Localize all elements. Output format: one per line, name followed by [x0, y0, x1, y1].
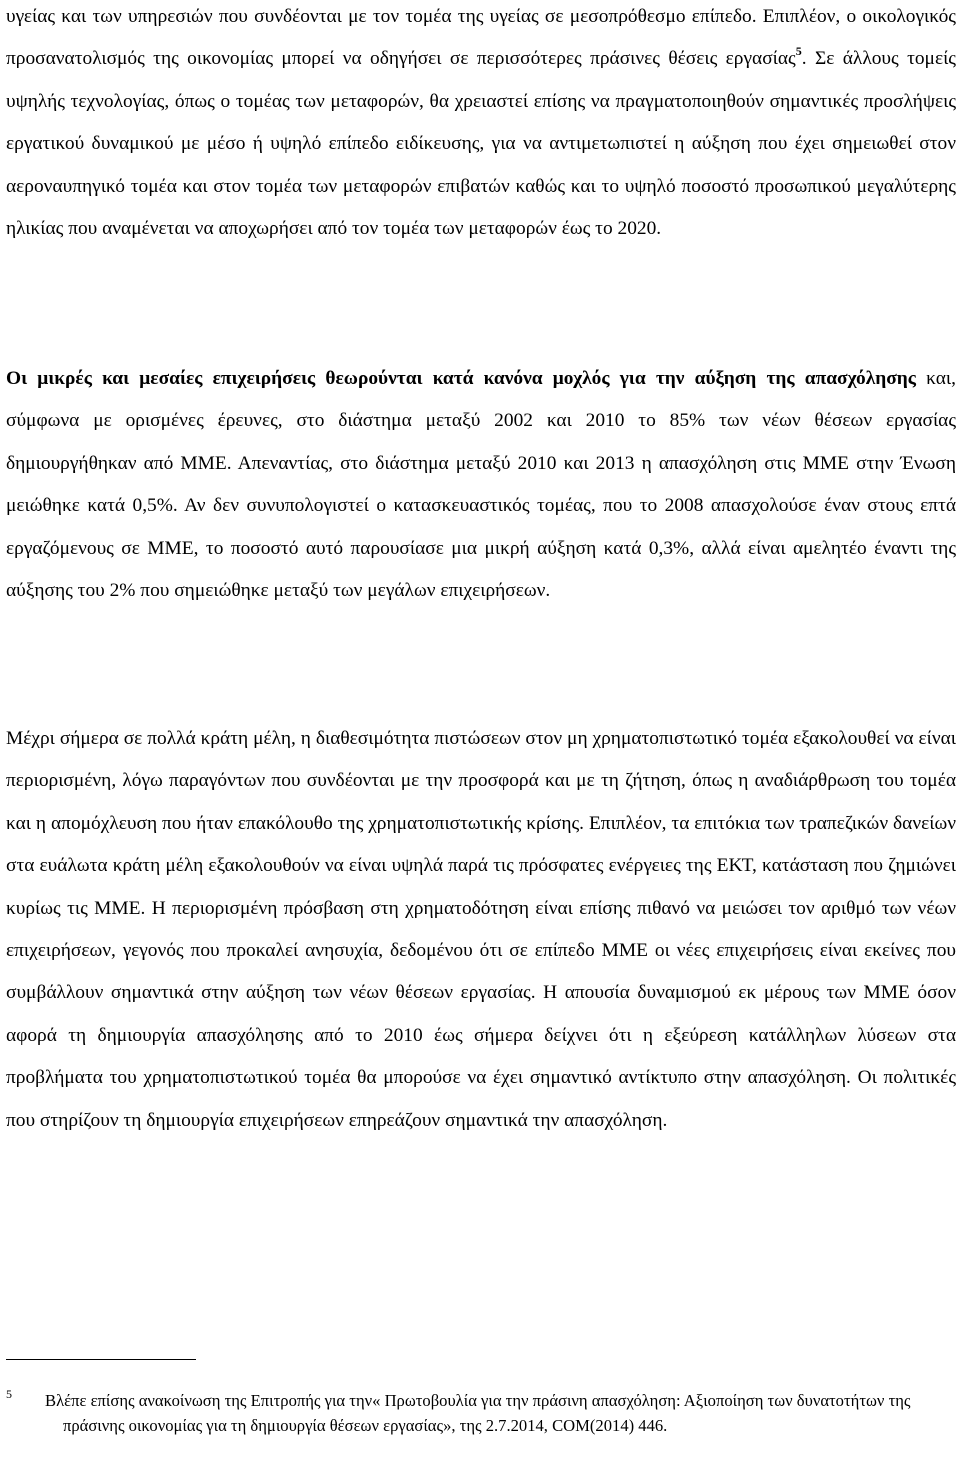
paragraph-3-text: Μέχρι σήμερα σε πολλά κράτη μέλη, η διαθεσιμότητα πιστώσεων στον μη χρηματοπιστωτικό τομέα εξακολουθεί να είναι περιορισμένη, λόγω παραγόντων που συνδέονται με την προσφορά και με τη ζήτηση, όπως η αναδιάρθρωση του τομέα και η απομόχλευση που ήταν επακόλουθο της χρηματοπιστωτικής κρίσης. Επιπλέον, τα επιτόκια των τραπεζικών δανείων στα ευάλωτα κράτη μέλη εξακολουθούν να είναι υψηλά παρά τις πρόσφατες ενέργειες της ΕΚΤ, κατάσταση που ζημιώνει κυρίως τις ΜΜΕ. Η περιορισμένη πρόσβαση στη χρηματοδότηση είναι επίσης πιθανό να μειώσει τον αριθμό των νέων επιχειρήσεων, γεγονός που προκαλεί ανησυχία, δεδομένου ότι σε επίπεδο ΜΜΕ οι νέες επιχειρήσεις είναι εκείνες που συμβάλλουν σημαντικά στην αύξηση των νέων θέσεων εργασίας. Η απουσία δυναμισμού εκ μέρους των ΜΜΕ όσον αφορά τη δημιουργία απασχόλησης από το 2010 έως σήμερα δείχνει ότι η εξεύρεση κατάλληλων λύσεων στα προβλήματα του χρηματοπιστωτικού τομέα θα μπορούσε να έχει σημαντικό αντίκτυπο στην απασχόληση. Οι πολιτικές που στηρίζουν τη δημιουργία επιχειρήσεων επηρεάζουν σημαντικά την απασχόληση.: [6, 728, 956, 1131]
footnote: [6, 1388, 956, 1438]
paragraph-1-text-b: . Σε άλλους τομείς υψηλής τεχνολογίας, όπως ο τομέας των μεταφορών, θα χρειαστεί επίσης να πραγματοποιηθούν σημαντικές προσλήψεις εργατικού δυναμικού με μέσο ή υψηλό επίπεδο ειδίκευσης, για να αντιμετωπιστεί η αύξηση που έχει σημειωθεί στον αεροναυπηγικό τομέα και στον τομέα των μεταφορών επιβατών καθώς και το υψηλό ποσοστό προσωπικού μεγαλύτερης ηλικίας που αναμένεται να αποχωρήσει από τον τομέα των μεταφορών έως το 2020.: [6, 48, 956, 240]
footnote-reference[interactable]: 5: [795, 44, 802, 59]
footnote-separator: [6, 1359, 196, 1360]
body-paragraph-2: [6, 358, 956, 612]
body-paragraph-1: [6, 0, 956, 250]
paragraph-2-text: και, σύμφωνα με ορισμένες έρευνες, στο διάστημα μεταξύ 2002 και 2010 το 85% των νέων θέσεων εργασίας δημιουργήθηκαν από ΜΜΕ. Απεναντίας, στο διάστημα μεταξύ 2010 και 2013 η απασχόληση στις ΜΜΕ στην Ένωση μειώθηκε κατά 0,5%. Αν δεν συνυπολογιστεί ο κατασκευαστικός τομέας, που το 2008 απασχολούσε έναν στους επτά εργαζόμενους σε ΜΜΕ, το ποσοστό αυτό παρουσίασε μια μικρή αύξηση κατά 0,3%, αλλά είναι αμελητέο έναντι της αύξησης του 2% που σημειώθηκε μεταξύ των μεγάλων επιχειρήσεων.: [6, 368, 956, 602]
paragraph-2-bold-lead: Οι μικρές και μεσαίες επιχειρήσεις θεωρούνται κατά κανόνα μοχλός για την αύξηση της απασχόλησης: [6, 368, 916, 389]
body-paragraph-3: [6, 718, 956, 1142]
footnote-text: Βλέπε επίσης ανακοίνωση της Επιτροπής για την« Πρωτοβουλία για την πράσινη απασχόληση: Αξιοποίηση των δυνατοτήτων της πράσινης οικονομίας για τη δημιουργία θέσεων εργασίας», της 2.7.2014, COM(2014) 446.: [45, 1391, 911, 1435]
paragraph-1-text-a: υγείας και των υπηρεσιών που συνδέονται με τον τομέα της υγείας σε μεσοπρόθεσμο επίπεδο. Επιπλέον, ο οικολογικός προσανατολισμός της οικονομίας μπορεί να οδηγήσει σε περισσότερες πράσινες θέσεις εργασίας: [6, 6, 956, 70]
footnote-marker: 5: [6, 1387, 12, 1401]
